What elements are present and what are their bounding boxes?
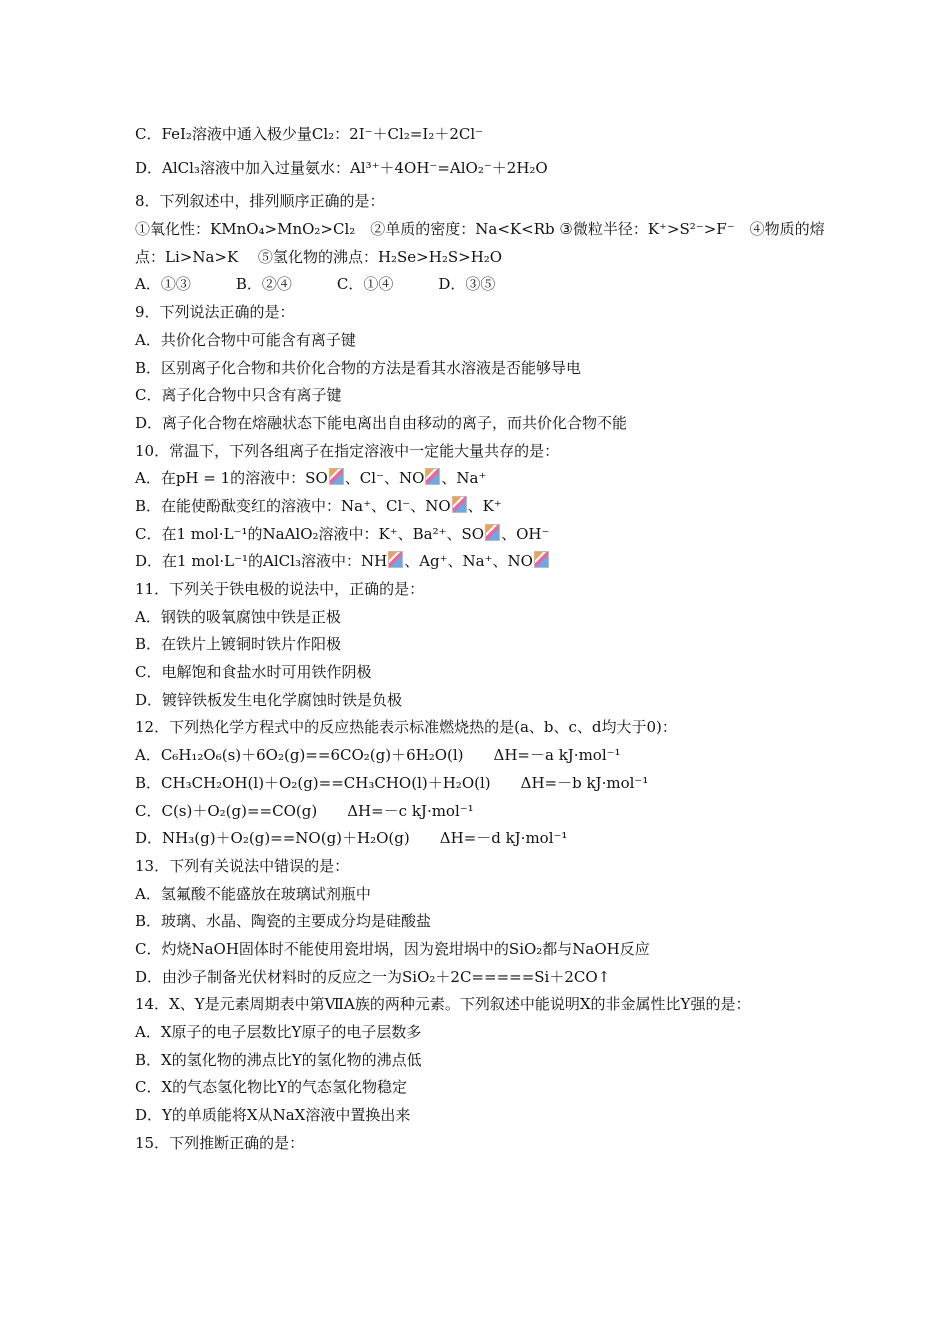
text-line: B．X的氢化物的沸点比Y的氢化物的沸点低	[135, 1050, 422, 1069]
formula-image-icon	[534, 551, 549, 568]
formula-image-icon	[485, 524, 500, 541]
text-line: 15．下列推断正确的是：	[135, 1133, 305, 1152]
text-line: 13．下列有关说法中错误的是：	[135, 856, 350, 875]
text-line: 8．下列叙述中，排列顺序正确的是：	[135, 192, 385, 211]
document-page	[135, 121, 825, 1157]
formula-image-icon	[329, 468, 344, 485]
text-line: 14．X、Y是元素周期表中第ⅦA族的两种元素。下列叙述中能说明X的非金属性比Y强的是：	[135, 995, 751, 1014]
text-line: C．在1 mol·L⁻¹的NaAlO₂溶液中：K⁺、Ba²⁺、SO 、OH⁻	[135, 524, 550, 543]
text-line: C．灼烧NaOH固体时不能使用瓷坩埚，因为瓷坩埚中的SiO₂都与NaOH反应	[135, 939, 650, 958]
text-line: B．玻璃、水晶、陶瓷的主要成分均是硅酸盐	[135, 912, 432, 931]
text-line: B．区别离子化合物和共价化合物的方法是看其水溶液是否能够导电	[135, 358, 582, 377]
text-line: D．在1 mol·L⁻¹的AlCl₃溶液中：NH 、Ag⁺、Na⁺、NO	[135, 548, 825, 576]
text-line: D．AlCl₃溶液中加入过量氨水：Al³⁺＋4OH⁻=AlO₂⁻＋2H₂O	[135, 158, 548, 177]
text-line: D．镀锌铁板发生电化学腐蚀时铁是负极	[135, 690, 403, 709]
text-line: B．CH₃CH₂OH(l)＋O₂(g)==CH₃CHO(l)＋H₂O(l) ΔH=－b kJ·mol⁻¹	[135, 773, 649, 792]
text-line: 12．下列热化学方程式中的反应热能表示标准燃烧热的是(a、b、c、d均大于0)：	[135, 718, 677, 737]
text-line: A．X原子的电子层数比Y原子的电子层数多	[135, 1023, 422, 1041]
formula-image-icon	[388, 551, 403, 568]
text-line: 11．下列关于铁电极的说法中，正确的是：	[135, 580, 425, 598]
text-line: A．在pH = 1的溶液中：SO 、Cl⁻、NO 、Na⁺	[135, 469, 487, 488]
text-line: A．①③ B．②④ C．①④ D．③⑤	[135, 275, 496, 294]
text-line: A．氢氟酸不能盛放在玻璃试剂瓶中	[135, 884, 371, 903]
text-line: 10．常温下，下列各组离子在指定溶液中一定能大量共存的是：	[135, 441, 560, 460]
text-line: ①氧化性：KMnO₄>MnO₂>Cl₂ ②单质的密度：Na<K<Rb ③微粒半径：K⁺>S²⁻>F⁻ ④物质的熔	[135, 220, 825, 239]
text-line: A．共价化合物中可能含有离子键	[135, 330, 356, 349]
text-line: 9．下列说法正确的是：	[135, 303, 295, 322]
text-line: D．离子化合物在熔融状态下能电离出自由移动的离子，而共价化合物不能	[135, 413, 628, 432]
text-line: D．Y的单质能将X从NaX溶液中置换出来	[135, 1106, 411, 1125]
formula-image-icon	[425, 468, 440, 485]
text-line: 点：Li>Na>K ⑤氢化物的沸点：H₂Se>H₂S>H₂O	[135, 247, 503, 266]
text-line: A．钢铁的吸氧腐蚀中铁是正极	[135, 607, 341, 626]
text-line: B．在铁片上镀铜时铁片作阳极	[135, 635, 342, 654]
text-line: B．在能使酚酞变红的溶液中：Na⁺、Cl⁻、NO 、K⁺	[135, 496, 502, 515]
text-line: D．NH₃(g)＋O₂(g)==NO(g)＋H₂O(g) ΔH=－d kJ·mol⁻¹	[135, 829, 568, 848]
text-line: C．FeI₂溶液中通入极少量Cl₂：2I⁻＋Cl₂=I₂＋2Cl⁻	[135, 125, 484, 143]
text-line: C．电解饱和食盐水时可用铁作阴极	[135, 663, 372, 682]
text-line: C．X的气态氢化物比Y的气态氢化物稳定	[135, 1078, 408, 1097]
text-line: C．离子化合物中只含有离子键	[135, 386, 342, 405]
text-line: A．C₆H₁₂O₆(s)＋6O₂(g)==6CO₂(g)＋6H₂O(l) ΔH=－a kJ·mol⁻¹	[135, 746, 621, 765]
text-line: D．由沙子制备光伏材料时的反应之一为SiO₂＋2C=====Si＋2CO↑	[135, 967, 611, 986]
text-line: C．C(s)＋O₂(g)==CO(g) ΔH=－c kJ·mol⁻¹	[135, 801, 474, 820]
formula-image-icon	[452, 496, 467, 513]
